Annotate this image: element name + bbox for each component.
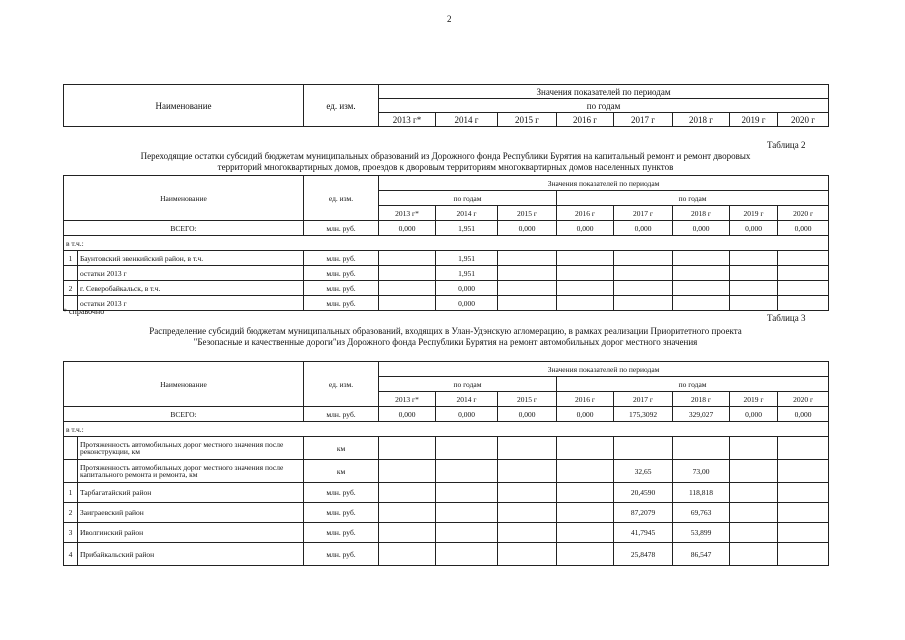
cell-value <box>557 266 614 281</box>
year-header: 2019 г <box>730 392 778 407</box>
cell-value <box>614 296 673 311</box>
cell-value <box>436 543 498 566</box>
col-name-header: Наименование <box>64 176 304 221</box>
cell-value <box>557 543 614 566</box>
cell-value <box>498 543 557 566</box>
cell-value <box>436 460 498 483</box>
cell-value <box>557 503 614 523</box>
table3-title-line1: Распределение субсидий бюджетам муниципальных образований, входящих в Улан-Удэнскую агломерацию, в рамках реализации Приоритетного проекта <box>149 326 742 336</box>
cell-value: 25,8478 <box>614 543 673 566</box>
cell-value <box>730 251 778 266</box>
incl-row <box>64 422 829 437</box>
cell-value: 0,000 <box>379 407 436 422</box>
cell-value: 0,000 <box>778 221 829 236</box>
cell-value <box>673 437 730 460</box>
cell-value: 0,000 <box>436 407 498 422</box>
row-unit: млн. руб. <box>304 281 379 296</box>
cell-value <box>730 266 778 281</box>
row-name: г. Северобайкальск, в т.ч. <box>78 281 304 296</box>
year-header: 2015 г <box>498 392 557 407</box>
cell-value <box>379 437 436 460</box>
year-header: 2016 г <box>557 206 614 221</box>
cell-value <box>379 483 436 503</box>
cell-value <box>379 543 436 566</box>
year-header: 2017 г <box>614 113 673 127</box>
cell-value: 32,65 <box>614 460 673 483</box>
cell-value <box>436 503 498 523</box>
cell-value <box>614 251 673 266</box>
cell-value <box>730 483 778 503</box>
row-unit: км <box>304 460 379 483</box>
header-table <box>63 84 829 127</box>
row-name: остатки 2013 г <box>78 266 304 281</box>
table-row <box>64 296 829 311</box>
cell-value: 87,2079 <box>614 503 673 523</box>
table2-title <box>63 151 828 173</box>
cell-value: 0,000 <box>436 296 498 311</box>
row-unit: млн. руб. <box>304 251 379 266</box>
cell-value: 0,000 <box>673 221 730 236</box>
table2-title-line1: Переходящие остатки субсидий бюджетам муниципальных образований из Дорожного фонда Республики Бурятия на капитальный ремонт и ремонт дворовых <box>140 151 751 161</box>
year-header: 2017 г <box>614 206 673 221</box>
year-header: 2018 г <box>673 206 730 221</box>
cell-value <box>778 266 829 281</box>
cell-value: 0,000 <box>557 407 614 422</box>
cell-value <box>498 460 557 483</box>
table-row <box>64 460 829 483</box>
years-subheader: по годам <box>379 99 829 113</box>
cell-value <box>498 483 557 503</box>
cell-value <box>614 266 673 281</box>
cell-value: 1,951 <box>436 251 498 266</box>
year-header: 2020 г <box>778 113 829 127</box>
period-header: Значения показателей по периодам <box>379 85 829 99</box>
row-name: Прибайкальский район <box>78 543 304 566</box>
cell-value <box>730 437 778 460</box>
cell-value <box>436 437 498 460</box>
table3-number: Таблица 3 <box>767 313 806 323</box>
cell-value <box>614 281 673 296</box>
table2-number: Таблица 2 <box>767 140 806 150</box>
row-num: 1 <box>64 483 78 503</box>
cell-value: 0,000 <box>498 221 557 236</box>
cell-value: 0,000 <box>778 407 829 422</box>
table2 <box>63 175 829 311</box>
cell-value: 69,763 <box>673 503 730 523</box>
cell-value: 175,3092 <box>614 407 673 422</box>
table3-title <box>63 326 828 348</box>
row-name: Протяженность автомобильных дорог местного значения после реконструкции, км <box>78 437 304 460</box>
row-unit: млн. руб. <box>304 483 379 503</box>
cell-value: 53,899 <box>673 523 730 543</box>
year-header: 2020 г <box>778 392 829 407</box>
incl-label: в т.ч.: <box>64 236 829 251</box>
cell-value <box>498 281 557 296</box>
total-row <box>64 407 829 422</box>
row-unit: млн. руб. <box>304 266 379 281</box>
row-num: 4 <box>64 543 78 566</box>
row-num <box>64 266 78 281</box>
cell-value <box>498 503 557 523</box>
year-header: 2013 г* <box>379 392 436 407</box>
total-row <box>64 221 829 236</box>
year-header: 2014 г <box>436 113 498 127</box>
col-name-header: Наименование <box>64 85 304 127</box>
year-header: 2014 г <box>436 392 498 407</box>
row-unit: млн. руб. <box>304 221 379 236</box>
cell-value <box>730 523 778 543</box>
cell-value: 41,7945 <box>614 523 673 543</box>
cell-value <box>673 296 730 311</box>
cell-value <box>730 460 778 483</box>
cell-value <box>498 523 557 543</box>
cell-value <box>498 266 557 281</box>
cell-value <box>379 281 436 296</box>
cell-value <box>778 251 829 266</box>
cell-value <box>557 523 614 543</box>
cell-value: 0,000 <box>498 407 557 422</box>
cell-value <box>778 281 829 296</box>
year-header: 2016 г <box>557 113 614 127</box>
table-row <box>64 266 829 281</box>
cell-value: 0,000 <box>557 221 614 236</box>
table3-title-line2: "Безопасные и качественные дороги"из Дорожного фонда Республики Бурятия на ремонт автомобильных дорог местного значения <box>193 337 698 347</box>
table-row <box>64 251 829 266</box>
cell-value <box>673 281 730 296</box>
incl-label: в т.ч.: <box>64 422 829 437</box>
row-num: 2 <box>64 281 78 296</box>
cell-value <box>730 281 778 296</box>
cell-value <box>673 266 730 281</box>
col-unit-header: ед. изм. <box>304 85 379 127</box>
year-header: 2020 г <box>778 206 829 221</box>
row-name: Тарбагатайский район <box>78 483 304 503</box>
cell-value <box>778 460 829 483</box>
table-row <box>64 543 829 566</box>
years-subheader: по годам <box>557 377 829 392</box>
table2-title-line2: территорий многоквартирных домов, проездов к дворовым территориям многоквартирных домов населенных пунктов <box>217 162 674 172</box>
cell-value <box>498 437 557 460</box>
cell-value <box>730 296 778 311</box>
year-header: 2019 г <box>730 113 778 127</box>
year-header: 2017 г <box>614 392 673 407</box>
row-name: Баунтовский эвенкийский район, в т.ч. <box>78 251 304 266</box>
cell-value <box>379 460 436 483</box>
year-header: 2015 г <box>498 206 557 221</box>
table-row <box>64 437 829 460</box>
cell-value <box>778 437 829 460</box>
cell-value: 1,951 <box>436 266 498 281</box>
cell-value: 0,000 <box>614 221 673 236</box>
year-header: 2019 г <box>730 206 778 221</box>
row-name: остатки 2013 г <box>78 296 304 311</box>
row-num: 2 <box>64 503 78 523</box>
cell-value <box>379 251 436 266</box>
col-name-header: Наименование <box>64 362 304 407</box>
row-unit: млн. руб. <box>304 523 379 543</box>
footnote: * справочно <box>63 307 105 316</box>
period-header: Значения показателей по периодам <box>379 176 829 191</box>
cell-value <box>673 251 730 266</box>
year-header: 2014 г <box>436 206 498 221</box>
cell-value <box>778 483 829 503</box>
cell-value <box>778 296 829 311</box>
cell-value: 0,000 <box>730 407 778 422</box>
row-unit: млн. руб. <box>304 503 379 523</box>
cell-value: 0,000 <box>436 281 498 296</box>
years-subheader: по годам <box>379 191 557 206</box>
cell-value <box>436 483 498 503</box>
row-unit: млн. руб. <box>304 543 379 566</box>
cell-value <box>498 251 557 266</box>
row-name: Протяженность автомобильных дорог местного значения после капитального ремонта и ремонта, км <box>78 460 304 483</box>
row-name: Иволгинский район <box>78 523 304 543</box>
row-unit: млн. руб. <box>304 407 379 422</box>
cell-value <box>730 543 778 566</box>
table-row <box>64 523 829 543</box>
row-num <box>64 437 78 460</box>
row-num: 3 <box>64 523 78 543</box>
table-row <box>64 483 829 503</box>
row-unit: млн. руб. <box>304 296 379 311</box>
table3 <box>63 361 829 566</box>
cell-value <box>557 483 614 503</box>
cell-value: 1,951 <box>436 221 498 236</box>
cell-value <box>778 543 829 566</box>
years-subheader: по годам <box>557 191 829 206</box>
cell-value <box>557 296 614 311</box>
year-header: 2015 г <box>498 113 557 127</box>
year-header: 2018 г <box>673 113 730 127</box>
col-unit-header: ед. изм. <box>304 176 379 221</box>
cell-value <box>557 281 614 296</box>
row-num <box>64 460 78 483</box>
cell-value: 0,000 <box>730 221 778 236</box>
cell-value <box>379 266 436 281</box>
cell-value <box>379 296 436 311</box>
cell-value <box>498 296 557 311</box>
page-number: 2 <box>447 14 452 24</box>
cell-value <box>557 460 614 483</box>
cell-value <box>778 503 829 523</box>
year-header: 2013 г* <box>379 206 436 221</box>
cell-value <box>379 523 436 543</box>
year-header: 2013 г* <box>379 113 436 127</box>
cell-value <box>557 251 614 266</box>
cell-value <box>730 503 778 523</box>
cell-value: 118,818 <box>673 483 730 503</box>
row-name: Заиграевский район <box>78 503 304 523</box>
cell-value: 0,000 <box>379 221 436 236</box>
col-unit-header: ед. изм. <box>304 362 379 407</box>
cell-value <box>436 523 498 543</box>
table-row <box>64 503 829 523</box>
year-header: 2016 г <box>557 392 614 407</box>
cell-value: 20,4590 <box>614 483 673 503</box>
table-row <box>64 281 829 296</box>
year-header: 2018 г <box>673 392 730 407</box>
period-header: Значения показателей по периодам <box>379 362 829 377</box>
cell-value: 73,00 <box>673 460 730 483</box>
cell-value: 329,027 <box>673 407 730 422</box>
cell-value: 86,547 <box>673 543 730 566</box>
cell-value <box>614 437 673 460</box>
row-unit: км <box>304 437 379 460</box>
years-subheader: по годам <box>379 377 557 392</box>
cell-value <box>778 523 829 543</box>
cell-value <box>557 437 614 460</box>
row-name: ВСЕГО: <box>64 221 304 236</box>
cell-value <box>379 503 436 523</box>
row-name: ВСЕГО: <box>64 407 304 422</box>
row-num: 1 <box>64 251 78 266</box>
incl-row <box>64 236 829 251</box>
